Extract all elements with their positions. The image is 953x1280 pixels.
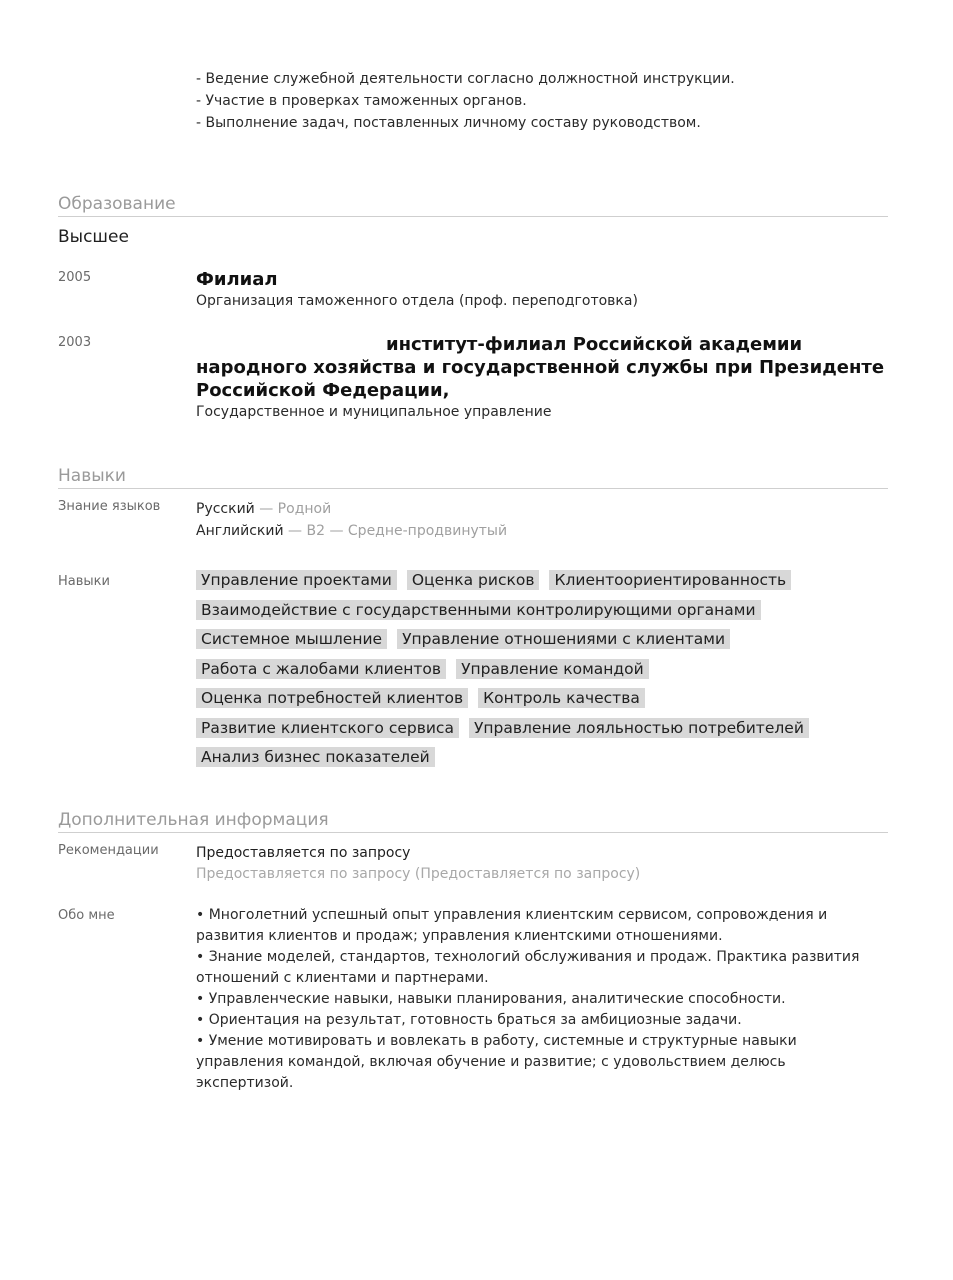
skill-tag: Управление отношениями с клиентами [397,629,730,649]
education-year: 2003 [58,335,92,350]
language-level: — B2 — Средне-продвинутый [283,523,508,539]
languages-label: Знание языков [58,499,161,514]
recommendations [196,843,640,885]
skill-tag: Взаимодействие с государственными контролирующими органами [196,600,761,620]
recommendations-label: Рекомендации [58,843,159,858]
skill-tag: Контроль качества [478,688,645,708]
language-item [196,498,507,520]
language-name: Английский [196,523,284,539]
tag-row [196,718,886,748]
skills-section-title: Навыки [58,465,888,489]
education-institution: Филиал [196,269,278,290]
education-institution [196,333,886,402]
education-level: Высшее [58,227,129,247]
about-label: Обо мне [58,908,115,923]
skill-tag: Оценка рисков [407,570,540,590]
about-text [196,905,886,1094]
institution-line: Российской Федерации, [196,380,450,401]
tag-row [196,629,886,659]
language-name: Русский [196,501,255,517]
skill-tag: Анализ бизнес показателей [196,747,435,767]
recommendations-main: Предоставляется по запросу [196,845,411,861]
education-entry [196,268,638,311]
language-level: — Родной [254,501,332,517]
tag-row [196,747,886,777]
duty-item: - Выполнение задач, поставленных личному составу руководством. [196,115,701,131]
skill-tag: Управление лояльностью потребителей [469,718,809,738]
about-item: • Многолетний успешный опыт управления клиентским сервисом, сопровождения и развития клиентов и продаж; управления клиентскими отношениями. [196,907,828,944]
education-specialty: Организация таможенного отдела (проф. переподготовка) [196,293,638,309]
education-year: 2005 [58,270,92,285]
education-section-title: Образование [58,193,888,217]
tag-row [196,659,886,689]
about-item: • Ориентация на результат, готовность браться за амбициозные задачи. [196,1012,742,1028]
about-item: • Знание моделей, стандартов, технологий обслуживания и продаж. Практика развития отношений с клиентами и партнерами. [196,949,860,986]
skill-tag: Клиентоориентированность [549,570,791,590]
tag-row [196,600,886,630]
about-item: • Управленческие навыки, навыки планирования, аналитические способности. [196,991,786,1007]
institution-line: народного хозяйства и государственной службы при Президенте [196,357,885,378]
tag-row [196,570,886,600]
institution-line: институт-филиал Российской академии [386,334,803,355]
tag-row [196,688,886,718]
skill-tag: Управление командой [456,659,649,679]
skill-tag: Развитие клиентского сервиса [196,718,459,738]
recommendations-sub: Предоставляется по запросу (Предоставляется по запросу) [196,866,641,882]
skill-tag: Работа с жалобами клиентов [196,659,446,679]
languages-list [196,498,507,542]
about-item: • Умение мотивировать и вовлекать в работу, системные и структурные навыки управления командой, включая обучение и развитие; с удовольствием делюсь экспертизой. [196,1033,797,1091]
education-entry [196,333,886,422]
duty-item: - Участие в проверках таможенных органов. [196,93,527,109]
duty-item: - Ведение служебной деятельности согласно должностной инструкции. [196,71,735,87]
job-duties-list [196,68,735,134]
additional-section-title: Дополнительная информация [58,809,888,833]
education-specialty: Государственное и муниципальное управление [196,404,552,420]
skill-tag: Оценка потребностей клиентов [196,688,468,708]
skills-label: Навыки [58,574,110,589]
language-item [196,520,507,542]
skill-tag: Системное мышление [196,629,387,649]
skills-tags [196,570,886,777]
skill-tag: Управление проектами [196,570,397,590]
